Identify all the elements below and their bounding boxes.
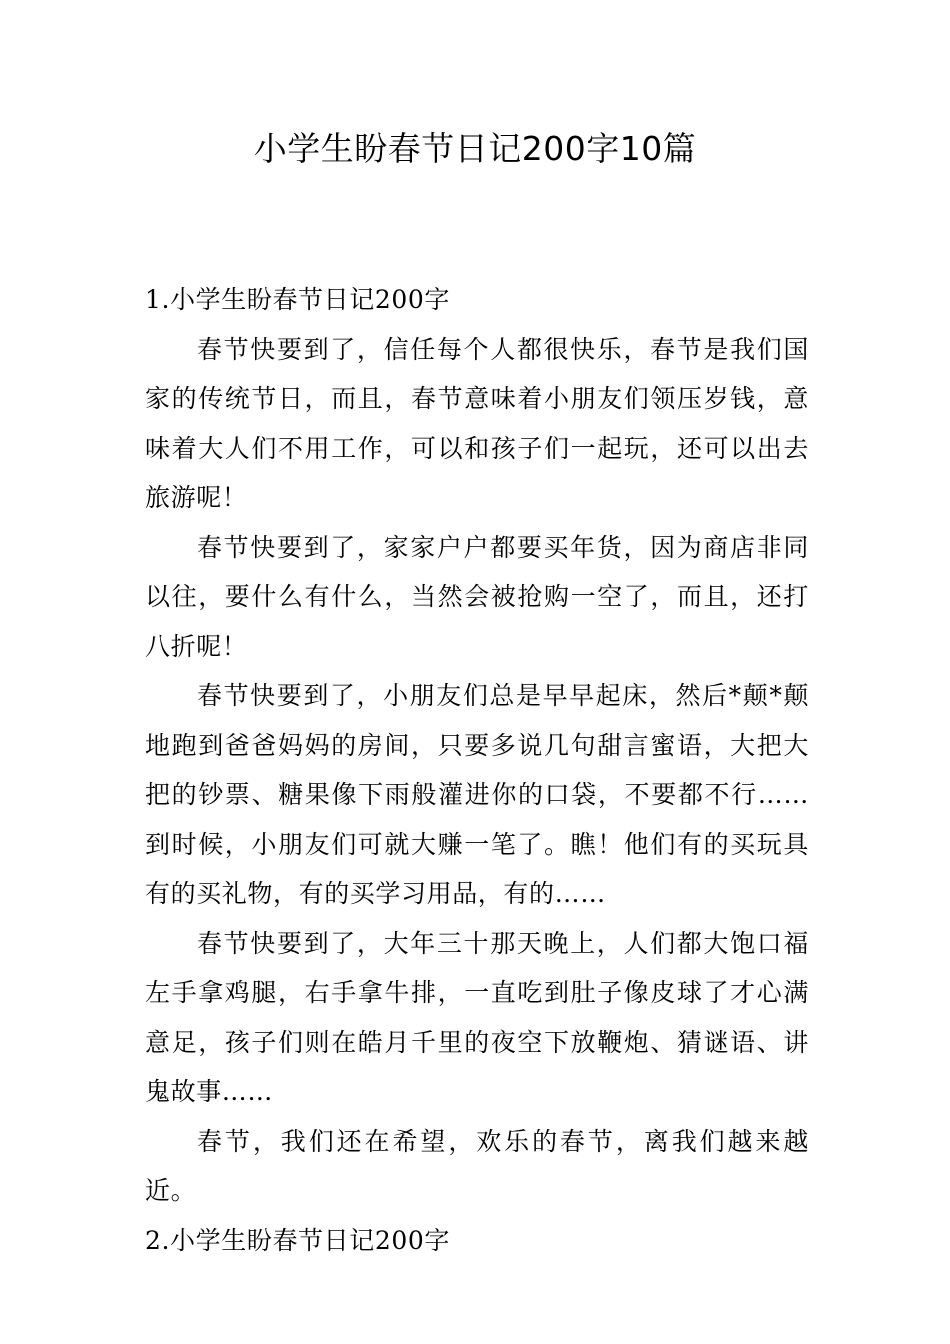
body-paragraph: 春节快要到了，信任每个人都很快乐，春节是我们国家的传统节日，而且，春节意味着小朋友们领压岁钱，意味着大人们不用工作，可以和孩子们一起玩，还可以出去旅游呢！ — [145, 334, 809, 512]
section-heading: 2.小学生盼春节日记200字 — [145, 1225, 450, 1255]
body-paragraph: 春节快要到了，小朋友们总是早早起床，然后*颠*颠地跑到爸爸妈妈的房间，只要多说几句甜言蜜语，大把大把的钞票、糖果像下雨般灌进你的口袋，不要都不行……到时候，小朋友们可就大赚一笔了。瞧！他们有的买玩具有的买礼物，有的买学习用品，有的…… — [145, 681, 809, 908]
body-paragraph: 春节，我们还在希望，欢乐的春节，离我们越来越近。 — [145, 1126, 809, 1205]
document-body — [145, 275, 809, 1265]
body-paragraph: 春节快要到了，家家户户都要买年货，因为商店非同以往，要什么有什么，当然会被抢购一空了，而且，还打八折呢！ — [145, 532, 809, 661]
document-title: 小学生盼春节日记200字10篇 — [253, 129, 697, 168]
body-paragraph: 春节快要到了，大年三十那天晚上，人们都大饱口福左手拿鸡腿，右手拿牛排，一直吃到肚子像皮球了才心满意足，孩子们则在皓月千里的夜空下放鞭炮、猜谜语、讲鬼故事…… — [145, 928, 809, 1106]
section-heading: 1.小学生盼春节日记200字 — [145, 285, 450, 314]
